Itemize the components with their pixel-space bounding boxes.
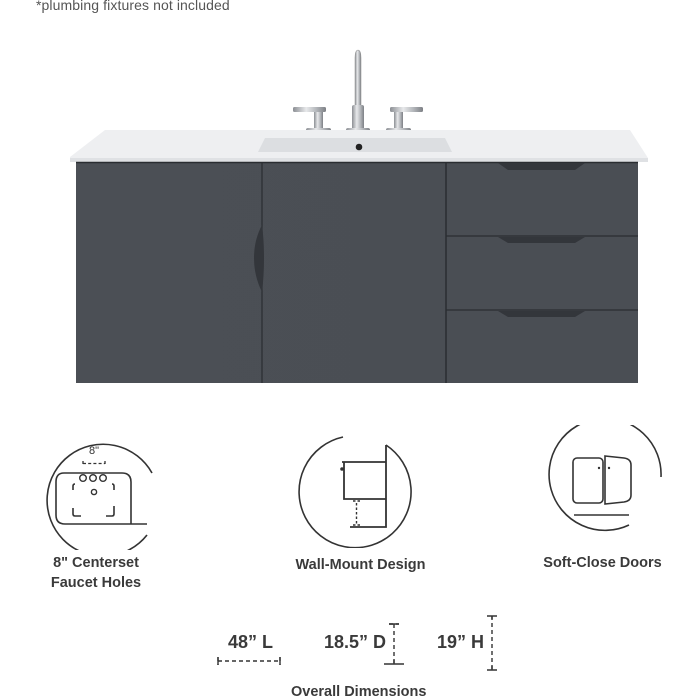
dimension-depth: 18.5” D [324,632,387,652]
dimension-length: 48” L [228,632,274,652]
feature-label-line2: Faucet Holes [50,575,142,591]
feature-label-faucet-holes [36,553,156,593]
soft-close-doors-icon [540,425,668,540]
cabinet-body [76,162,638,383]
drawer-handle-3 [498,311,585,317]
drawer-handle-1 [498,163,585,170]
svg-text:8": 8" [88,445,100,457]
plumbing-note: *plumbing fixtures not included [36,0,230,13]
faucet [293,50,423,133]
wall-mount-icon [298,430,423,548]
feature-label-line1: 8" Centerset [53,555,139,571]
dimensions-caption: Overall Dimensions [291,684,427,700]
feature-label-soft-close: Soft-Close Doors [543,555,662,571]
faucet-holes-icon [36,428,166,550]
sink-basin [258,138,452,152]
drawer-handle-2 [498,237,585,243]
height-dimension-marker [484,614,500,674]
length-dimension-marker [216,656,286,666]
depth-dimension-marker [383,622,405,667]
feature-label-wall-mount: Wall-Mount Design [295,557,426,573]
dimension-height: 19” H [437,632,485,652]
